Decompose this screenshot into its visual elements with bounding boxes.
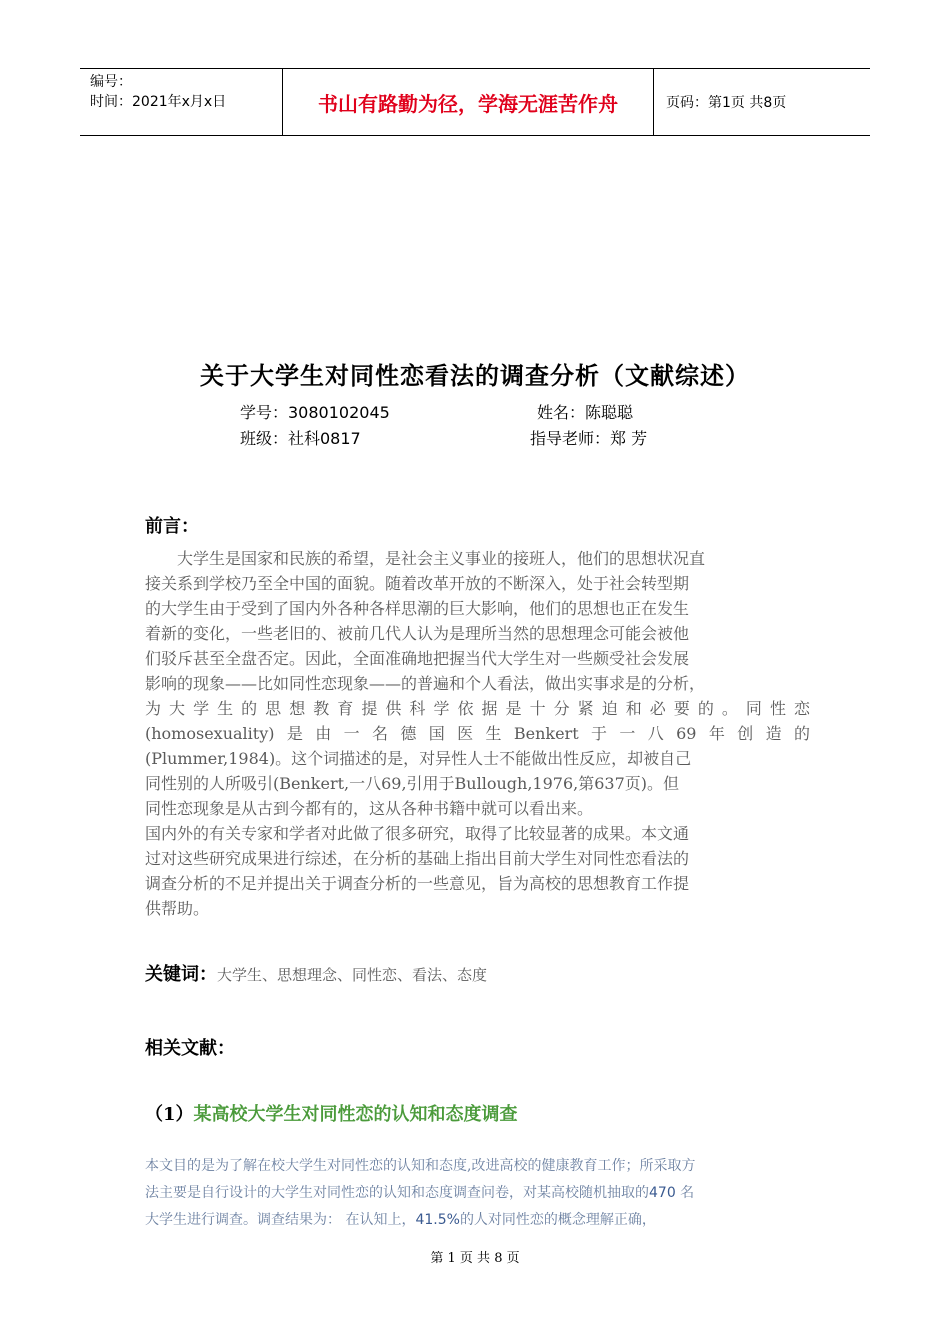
preface-line: 的大学生由于受到了国内外各种各样思潮的巨大影响，他们的思想也正在发生 (145, 599, 690, 618)
student-class: 班级：社科0817 (240, 429, 361, 448)
preface-line: 接关系到学校乃至全中国的面貌。随着改革开放的不断深入，处于社会转型期 (145, 574, 690, 593)
keywords-row (145, 960, 487, 986)
header-table (80, 68, 870, 136)
header-left-cell (80, 69, 282, 135)
preface-line: (homosexuality)是由一名德国医生Benkert于一八69年创造的 (145, 724, 810, 743)
page-footer: 第 1 页 共 8 页 (430, 1251, 520, 1266)
references-heading: 相关文献： (145, 1038, 235, 1059)
student-id: 学号：3080102045 (240, 403, 390, 422)
preface-line: 着新的变化，一些老旧的、被前几代人认为是理所当然的思想理念可能会被他 (145, 624, 690, 643)
document-number-label: 编号： (90, 74, 132, 90)
preface-line: 同性别的人所吸引(Benkert,一八69,引用于Bullough,1976,第637页)。但 (145, 774, 680, 793)
header-motto: 书山有路勤为径，学海无涯苦作舟 (282, 69, 654, 135)
preface-line: 调查分析的不足并提出关于调查分析的一些意见，旨为高校的思想教育工作提 (145, 874, 690, 893)
document-time-label: 时间：2021年x月x日 (90, 94, 227, 110)
preface-line: 国内外的有关专家和学者对此做了很多研究，取得了比较显著的成果。本文通 (145, 824, 690, 843)
preface-body (145, 546, 810, 921)
reference-1-text: 的人对同性恋的概念理解正确， (459, 1212, 656, 1228)
reference-1-body (145, 1153, 810, 1234)
reference-1-heading (145, 1100, 518, 1126)
preface-line: 同性恋现象是从古到今都有的，这从各种书籍中就可以看出来。 (145, 799, 594, 818)
preface-line: 为大学生的思想教育提供科学依据是十分紧迫和必要的。同性恋 (145, 699, 810, 718)
sample-size: 470 (649, 1185, 676, 1201)
preface-line: 影响的现象——比如同性恋现象——的普遍和个人看法，做出实事求是的分析， (145, 674, 706, 693)
reference-1-line: 本文目的是为了解在校大学生对同性恋的认知和态度,改进高校的健康教育工作；所采取方 (145, 1158, 696, 1174)
preface-line: 大学生是国家和民族的希望，是社会主义事业的接班人，他们的思想状况直 (145, 549, 706, 568)
reference-1-text: 名 (675, 1185, 695, 1201)
preface-line: 们驳斥甚至全盘否定。因此，全面准确地把握当代大学生对一些颇受社会发展 (145, 649, 690, 668)
keywords-text: 大学生、思想理念、同性恋、看法、态度 (217, 966, 488, 984)
reference-1-line (145, 1180, 810, 1207)
preface-line: (Plummer,1984)。这个词描述的是，对异性人士不能做出性反应，却被自己 (145, 749, 692, 768)
percentage-value: 41.5% (415, 1212, 460, 1228)
reference-1-number: （1） (145, 1104, 194, 1125)
reference-1-line (145, 1207, 810, 1234)
reference-1-title: 某高校大学生对同性恋的认知和态度调查 (193, 1104, 518, 1125)
advisor: 指导老师：郑 芳 (530, 429, 648, 448)
student-name: 姓名：陈聪聪 (537, 403, 634, 422)
reference-1-text: 法主要是自行设计的大学生对同性恋的认知和态度调查问卷，对某高校随机抽取的 (145, 1185, 649, 1201)
reference-1-text: 大学生进行调查。调查结果为： 在认知上， (145, 1212, 416, 1228)
document-title: 关于大学生对同性恋看法的调查分析（文献综述） (200, 361, 750, 390)
preface-line: 过对这些研究成果进行综述，在分析的基础上指出目前大学生对同性恋看法的 (145, 849, 690, 868)
preface-line: 供帮助。 (145, 899, 210, 918)
preface-heading: 前言： (145, 516, 199, 537)
header-page-label: 页码：第1页 共8页 (666, 95, 787, 111)
keywords-label: 关键词： (145, 964, 217, 985)
